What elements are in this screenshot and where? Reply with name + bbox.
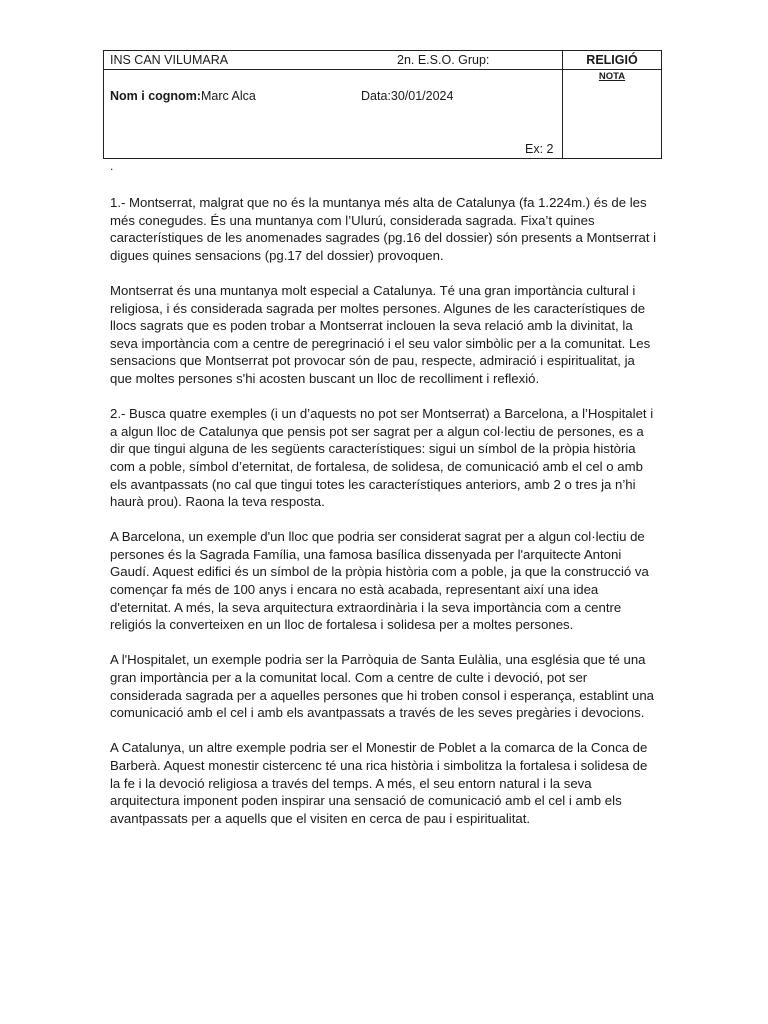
- question-1: 1.- Montserrat, malgrat que no és la muntanya més alta de Catalunya (fa 1.224m.) és de les més conegudes. És una muntanya com l’Ulurú, considerada sagrada. Fixa’t quines característiques de les anomenades sagrades (pg.16 del dossier) són presents a Montserrat i digues quines sensacions (pg.17 del dossier) provoquen.: [110, 195, 657, 263]
- document-body: [110, 194, 660, 845]
- student-name-label: Nom i cognom:: [110, 89, 201, 103]
- grade-label: NOTA: [598, 71, 626, 82]
- exam-header-table: [103, 50, 662, 159]
- stray-dot: .: [110, 159, 114, 173]
- question-2: 2.- Busca quatre exemples (i un d’aquests no pot ser Montserrat) a Barcelona, a l’Hospitalet i a algun lloc de Catalunya que pensis pot ser sagrat per a algun col·lectiu de persones, es a dir que tingui alguna de les següents característiques: sigui un símbol de la pròpia història com a poble, símbol d’eternitat, de fortalesa, de solidesa, de comunicació amb el cel o amb els avantpassats (no cal que tingui totes les característiques anteriors, amb 2 o tres ja n’hi haurà prou). Raona la teva resposta.: [110, 406, 654, 510]
- student-name-value: Marc Alca: [200, 89, 256, 103]
- answer-2-catalunya: A Catalunya, un altre exemple podria ser el Monestir de Poblet a la comarca de la Conca de Barberà. Aquest monestir cistercenc té una rica història i simbolitza la fortalesa i solidesa de la fe i la devoció religiosa a través del temps. A més, el seu entorn natural i la seva arquitectura imponent poden inspirar una sensació de comunicació amb el cel i amb els avantpassats per a aquells que el visiten en cerca de pau i espiritualitat.: [110, 740, 648, 826]
- subject-title: RELIGIÓ: [586, 53, 638, 67]
- exam-date: Data:30/01/2024: [361, 89, 454, 103]
- answer-2-barcelona: A Barcelona, un exemple d'un lloc que podria ser considerat sagrat per a algun col·lectiu de persones és la Sagrada Família, una famosa basílica dissenyada per l'arquitecte Antoni Gaudí. Aquest edifici és un símbol de la pròpia història com a poble, ja que la construcció va començar fa més de 100 anys i encara no està acabada, representant així una idea d'eternitat. A més, la seva arquitectura extraordinària i la seva importància com a centre religiós la converteixen en un lloc de fortalesa i solidesa per a moltes persones.: [110, 529, 649, 633]
- header-column-divider: [562, 51, 563, 158]
- school-name: INS CAN VILUMARA: [110, 53, 229, 67]
- student-name-field: [110, 89, 256, 103]
- answer-2-hospitalet: A l'Hospitalet, un exemple podria ser la Parròquia de Santa Eulàlia, una església que té una gran importància per a la comunitat local. Com a centre de culte i devoció, pot ser considerada sagrada per a aquelles persones que hi troben consol i esperança, establint una comunicació amb el cel i amb els avantpassats a través de les seves pregàries i devocions.: [110, 652, 654, 721]
- course-group: 2n. E.S.O. Grup:: [397, 53, 490, 67]
- exam-number: Ex: 2: [525, 142, 554, 156]
- answer-1: Montserrat és una muntanya molt especial a Catalunya. Té una gran importància cultural i religiosa, i és considerada sagrada per moltes persones. Algunes de les característiques de llocs sagrats que es poden trobar a Montserrat inclouen la seva relació amb la divinitat, la seva importància com a centre de peregrinació i el seu valor simbòlic per a la comunitat. Les sensacions que Montserrat pot provocar són de pau, respecte, admiració i espiritualitat, ja que moltes persones s'hi acosten buscant un lloc de recolliment i reflexió.: [110, 282, 651, 386]
- header-row-divider: [104, 69, 661, 70]
